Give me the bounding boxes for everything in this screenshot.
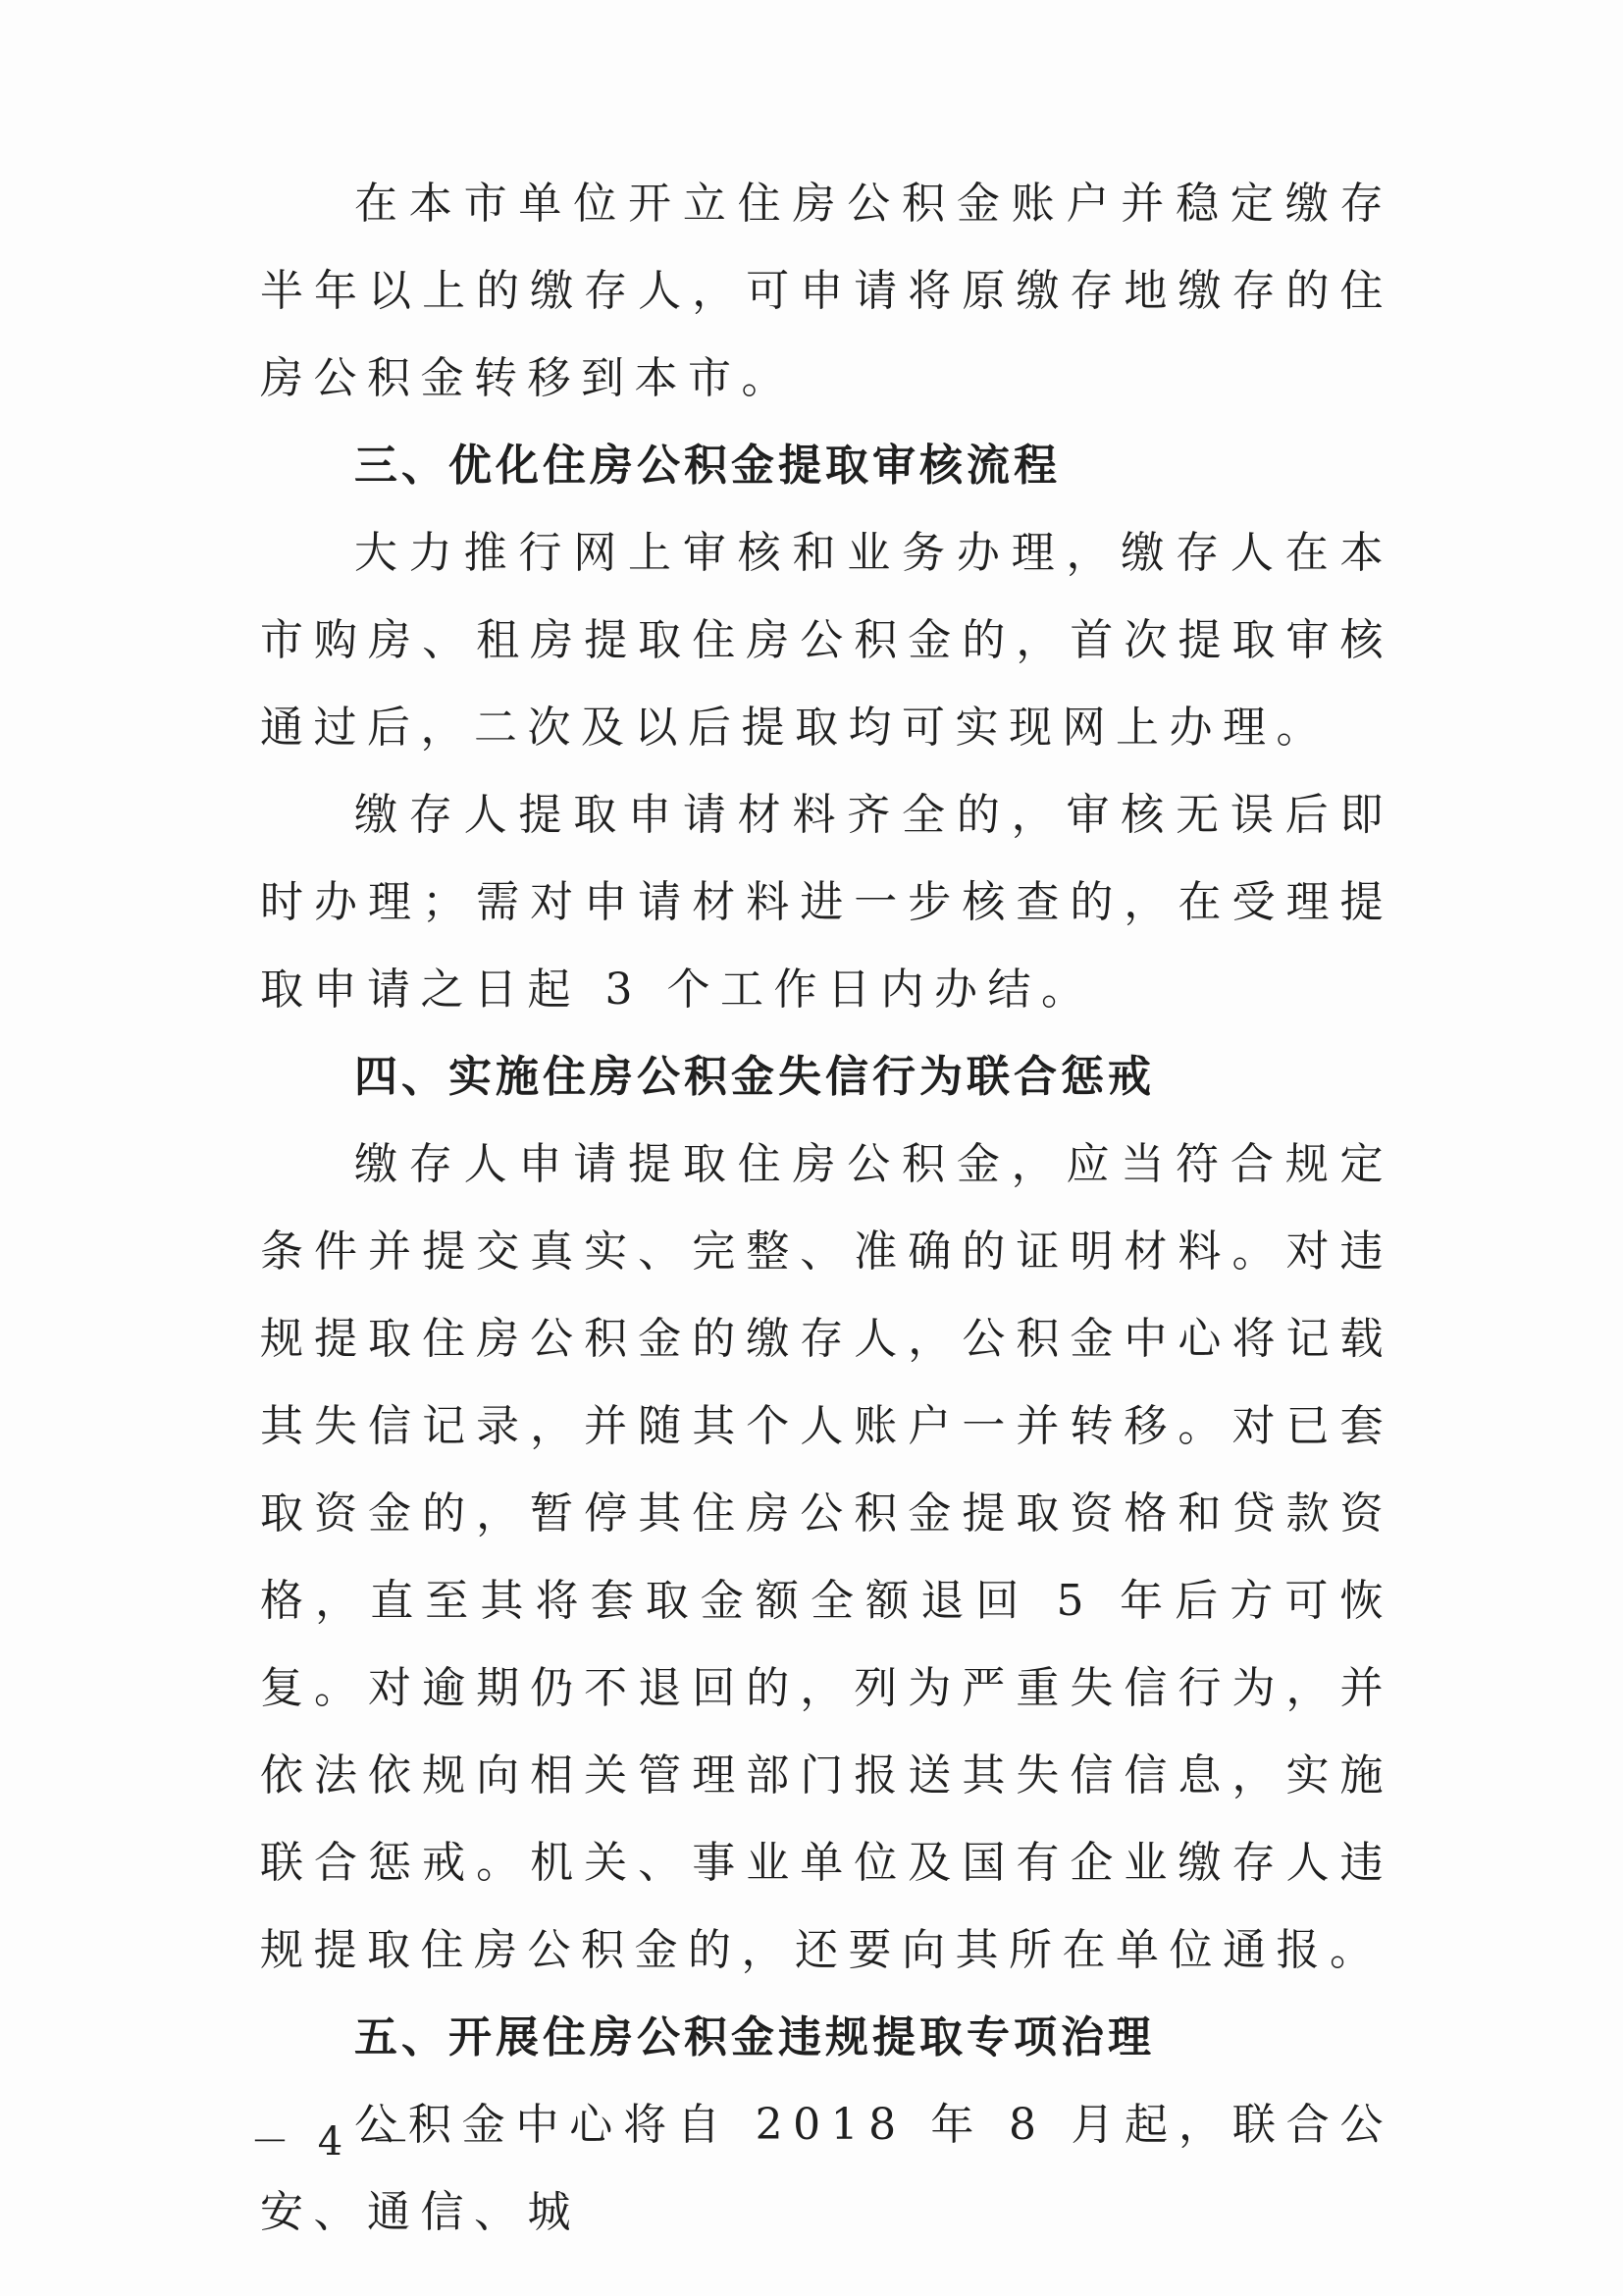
section-heading-4: 四、实施住房公积金失信行为联合惩戒 xyxy=(354,1052,1155,1102)
document-body xyxy=(260,160,1393,2256)
paragraph-online-review: 大力推行网上审核和业务办理，缴存人在本市购房、租房提取住房公积金的，首次提取审核通过后，二次及以后提取均可实现网上办理。 xyxy=(260,528,1393,753)
paragraph-joint-punishment: 缴存人申请提取住房公积金，应当符合规定条件并提交真实、完整、准确的证明材料。对违规提取住房公积金的缴存人，公积金中心将记载其失信记录，并随其个人账户一并转移。对已套取资金的，暂停其住房公积金提取资格和贷款资格，直至其将套取金额全额退回 5 年后方可恢复。对逾期仍不退回的，列为严重失信行为，并依法依规向相关管理部门报送其失信信息，实施联合惩戒。机关、事业单位及国有企业缴存人违规提取住房公积金的，还要向其所在单位通报。 xyxy=(260,1139,1393,1975)
section-heading-3: 三、优化住房公积金提取审核流程 xyxy=(354,441,1061,491)
page-number: － 4 － xyxy=(250,2119,418,2165)
paragraph-special-governance: 公积金中心将自 2018 年 8 月起，联合公安、通信、城 xyxy=(260,2100,1393,2237)
section-heading-5: 五、开展住房公积金违规提取专项治理 xyxy=(354,2012,1155,2062)
paragraph-account-transfer: 在本市单位开立住房公积金账户并稳定缴存半年以上的缴存人，可申请将原缴存地缴存的住房公积金转移到本市。 xyxy=(260,179,1393,403)
paragraph-processing-time: 缴存人提取申请材料齐全的，审核无误后即时办理；需对申请材料进一步核查的，在受理提取申请之日起 3 个工作日内办结。 xyxy=(260,790,1393,1015)
